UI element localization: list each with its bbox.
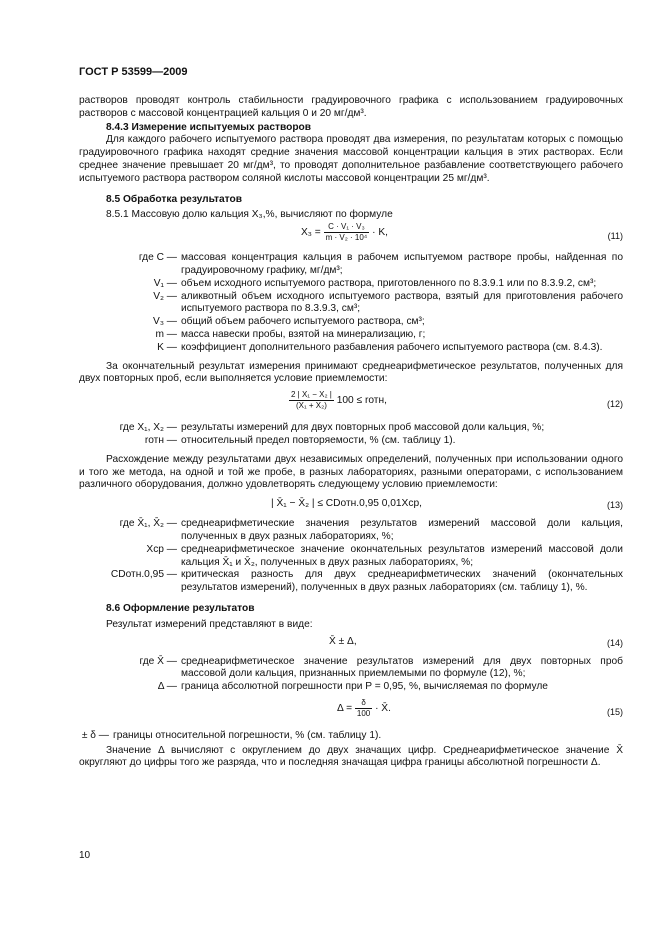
definition-text: массовая концентрация кальция в рабочем испытуемом растворе пробы, найденная по градуировочному графику, мг/дм³; bbox=[181, 252, 623, 276]
equation-12-rhs: 100 ≤ rотн, bbox=[336, 395, 387, 407]
definition-item bbox=[79, 730, 623, 743]
definition-symbol: CDотн.0,95 — bbox=[110, 569, 177, 581]
definition-symbol: V₁ — bbox=[153, 277, 177, 289]
equation-15-label: (15) bbox=[606, 706, 623, 717]
definition-item bbox=[79, 329, 623, 342]
section-8-6-paragraph: Результат измерений представляют в виде: bbox=[106, 618, 313, 630]
definition-symbol: K — bbox=[157, 341, 177, 353]
equation-15-fraction bbox=[355, 698, 372, 719]
equation-11-fraction bbox=[324, 222, 370, 243]
page-number: 10 bbox=[79, 850, 91, 861]
equation-15-lhs: Δ = bbox=[337, 703, 353, 715]
definition-text: границы относительной погрешности, % (см. таблицу 1). bbox=[113, 729, 382, 741]
definition-text: критическая разность для двух среднеарифметических значений (окончательных результатов измерений), полученных в двух разных лабораториях (см. таблицу 1), %. bbox=[181, 569, 623, 594]
definition-text: аликвотный объем исходного испытуемого раствора, взятый для приготовления рабочего испытуемого раствора по 8.3.9.3, см³; bbox=[181, 290, 623, 315]
definition-symbol: где X̄₁, X̄₂ — bbox=[119, 518, 177, 530]
definition-text: среднеарифметическое значение окончательных результатов измерений массовой доли кальция X̄₁ и X̄₂, полученных в двух разных лабораториях, %; bbox=[181, 543, 623, 568]
section-8-5-1-paragraph: 8.5.1 Массовую долю кальция X₃,%, вычисляют по формуле bbox=[106, 209, 393, 221]
definitions-15 bbox=[79, 730, 623, 743]
equation-12-fraction bbox=[289, 390, 334, 411]
equation-13-label: (13) bbox=[606, 500, 623, 511]
definition-symbol: где C — bbox=[138, 252, 177, 264]
equation-11-denominator: m · V₂ · 10⁴ bbox=[325, 233, 368, 243]
page-header: ГОСТ Р 53599—2009 bbox=[79, 66, 188, 78]
definition-symbol: Xср — bbox=[146, 543, 177, 555]
definition-item bbox=[79, 342, 623, 355]
equation-12-denominator: (X₁ + X₂) bbox=[295, 401, 327, 411]
page-content bbox=[79, 95, 623, 770]
divergence-paragraph: Расхождение между результатами двух независимых определений, полученных при использовании одного и того же метода, на одной и той же пробе, в разных лабораториях, разными операторами, с использованием различного оборудования, должно удовлетворять следующему условию приемлемости: bbox=[79, 453, 623, 491]
definition-symbol: m — bbox=[155, 328, 177, 340]
definition-symbol: V₂ — bbox=[153, 290, 177, 302]
definition-symbol: где X₁, X₂ — bbox=[119, 422, 177, 434]
definition-item bbox=[79, 316, 623, 329]
definition-text: относительный предел повторяемости, % (см. таблицу 1). bbox=[181, 434, 456, 446]
equation-15-denominator: 100 bbox=[356, 708, 371, 718]
definition-text: масса навески пробы, взятой на минерализацию, г; bbox=[181, 328, 426, 340]
definition-symbol: V₃ — bbox=[153, 316, 177, 328]
definition-text: объем исходного испытуемого раствора, приготовленного по 8.3.9.1 или по 8.3.9.2, см³; bbox=[181, 277, 597, 289]
definition-item bbox=[79, 681, 623, 694]
section-8-4-3-paragraph: Для каждого рабочего испытуемого раствора проводят два измерения, по результатам которых с помощью градуировочного графика находят средние значения массовой концентрации кальция в этих растворах. Если среднее значение превышает 20 мг/дм³, то проводят дополнительное разбавление соответствующего рабочего испытуемого раствора раствором соляной кислоты массовой концентрации 25 мг/дм³. bbox=[79, 134, 623, 184]
definition-text: общий объем рабочего испытуемого раствора, см³; bbox=[181, 316, 425, 328]
definitions-12 bbox=[79, 422, 623, 448]
definitions-14 bbox=[79, 656, 623, 694]
equation-11-label: (11) bbox=[607, 231, 623, 242]
equation-11-rhs: · K, bbox=[372, 227, 388, 239]
equation-13-formula: | X̄₁ − X̄₂ | ≤ CDотн.0,95 0,01Xср, bbox=[271, 498, 422, 510]
equation-14-formula: X̄ ± Δ, bbox=[329, 635, 357, 647]
definition-text: среднеарифметическое значение результатов измерений для двух повторных проб массовой доли кальция, признанных приемлемыми по формуле (12), %; bbox=[181, 655, 623, 680]
equation-14 bbox=[79, 634, 623, 654]
equation-11-numerator: C · V₁ · V₃ bbox=[324, 222, 370, 233]
definitions-11 bbox=[79, 252, 623, 354]
equation-15 bbox=[79, 698, 623, 728]
final-result-paragraph: За окончательный результат измерения принимают среднеарифметическое результатов, полученных для двух повторных проб, если выполняется условие приемлемости: bbox=[79, 360, 623, 385]
section-heading-8-5: 8.5 Обработка результатов bbox=[106, 193, 243, 205]
definition-item bbox=[79, 422, 623, 435]
definition-item bbox=[79, 518, 623, 544]
definition-item bbox=[79, 291, 623, 317]
definition-text: граница абсолютной погрешности при P = 0,95, %, вычисляемая по формуле bbox=[181, 681, 548, 693]
definition-symbol: Δ — bbox=[157, 681, 177, 693]
definition-item bbox=[79, 569, 623, 595]
equation-11-lhs: X₃ = bbox=[301, 227, 321, 239]
definition-text: среднеарифметические значения результатов измерений массовой доли кальция, полученных в двух разных лабораториях, %; bbox=[181, 518, 623, 542]
equation-13 bbox=[79, 496, 623, 516]
section-heading-8-6: 8.6 Оформление результатов bbox=[106, 602, 255, 614]
definition-text: результаты измерений для двух повторных проб массовой доли кальция, %; bbox=[181, 422, 545, 434]
equation-12-label: (12) bbox=[606, 399, 623, 410]
equation-11 bbox=[79, 222, 623, 250]
equation-15-rhs: · X̄. bbox=[375, 703, 391, 715]
definition-symbol: ± δ — bbox=[81, 729, 109, 741]
intro-paragraph: растворов проводят контроль стабильности градуировочного графика с использованием градуировочных растворов с массовой концентрацией кальция 0 и 20 мг/дм³. bbox=[79, 95, 623, 119]
definition-item bbox=[79, 656, 623, 682]
definition-item bbox=[79, 544, 623, 570]
equation-12-numerator: 2 | X₁ − X₂ | bbox=[291, 390, 332, 400]
definition-symbol: rотн — bbox=[144, 434, 177, 446]
equation-15-numerator: δ bbox=[355, 698, 372, 709]
section-heading-8-4-3: 8.4.3 Измерение испытуемых растворов bbox=[106, 121, 312, 133]
definitions-13 bbox=[79, 518, 623, 595]
definition-symbol: где X̄ — bbox=[139, 655, 177, 667]
definition-text: коэффициент дополнительного разбавления рабочего испытуемого раствора (см. 8.4.3). bbox=[181, 341, 603, 353]
definition-item bbox=[79, 252, 623, 278]
equation-12 bbox=[79, 390, 623, 420]
equation-14-label: (14) bbox=[606, 637, 623, 648]
rounding-paragraph: Значение Δ вычисляют с округлением до двух значащих цифр. Среднеарифметическое значение X̄ округляют до цифры того же разряда, что и последняя значащая цифра границы абсолютной погрешности Δ. bbox=[79, 744, 623, 769]
definition-item bbox=[79, 435, 623, 448]
definition-item bbox=[79, 278, 623, 291]
